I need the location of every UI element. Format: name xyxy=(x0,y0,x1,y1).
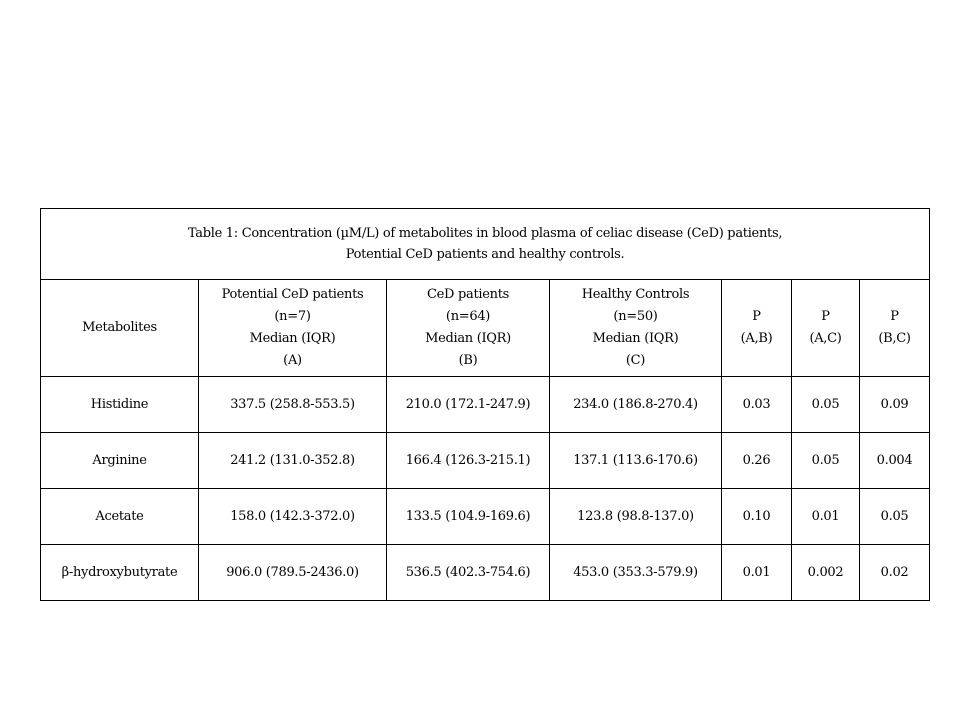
value-group-a: 906.0 (789.5-2436.0) xyxy=(199,545,387,601)
header-group-a-stat: Median (IQR) xyxy=(249,331,336,346)
value-group-b: 536.5 (402.3-754.6) xyxy=(387,545,550,601)
value-group-a: 158.0 (142.3-372.0) xyxy=(199,489,387,545)
value-p-bc: 0.02 xyxy=(860,545,930,601)
header-p-bc-p: P xyxy=(890,309,899,324)
table-row xyxy=(41,377,930,433)
header-group-c-title: Healthy Controls xyxy=(581,287,690,302)
value-p-ac: 0.01 xyxy=(792,489,860,545)
value-p-ac: 0.05 xyxy=(792,433,860,489)
value-group-c: 453.0 (353.3-579.9) xyxy=(550,545,722,601)
table-row xyxy=(41,489,930,545)
value-p-ab: 0.03 xyxy=(722,377,792,433)
header-group-a-n: (n=7) xyxy=(274,309,311,324)
header-group-a-title: Potential CeD patients xyxy=(221,287,364,302)
header-metabolites: Metabolites xyxy=(41,280,199,377)
table-caption xyxy=(41,209,930,280)
metabolites-table-container xyxy=(40,208,929,601)
header-p-bc xyxy=(860,280,930,377)
header-group-c-n: (n=50) xyxy=(613,309,658,324)
value-group-a: 337.5 (258.8-553.5) xyxy=(199,377,387,433)
metabolite-name: Histidine xyxy=(41,377,199,433)
metabolite-name: Arginine xyxy=(41,433,199,489)
value-p-bc: 0.05 xyxy=(860,489,930,545)
value-group-a: 241.2 (131.0-352.8) xyxy=(199,433,387,489)
value-group-c: 234.0 (186.8-270.4) xyxy=(550,377,722,433)
header-group-a xyxy=(199,280,387,377)
value-group-c: 123.8 (98.8-137.0) xyxy=(550,489,722,545)
value-p-bc: 0.004 xyxy=(860,433,930,489)
caption-line-1: Table 1: Concentration (µM/L) of metabolites in blood plasma of celiac disease (CeD) patients, xyxy=(187,226,783,241)
value-group-b: 210.0 (172.1-247.9) xyxy=(387,377,550,433)
value-group-b: 166.4 (126.3-215.1) xyxy=(387,433,550,489)
value-group-b: 133.5 (104.9-169.6) xyxy=(387,489,550,545)
value-p-bc: 0.09 xyxy=(860,377,930,433)
header-p-ab-p: P xyxy=(752,309,761,324)
header-p-ab xyxy=(722,280,792,377)
caption-line-2: Potential CeD patients and healthy controls. xyxy=(345,247,625,262)
header-group-c-stat: Median (IQR) xyxy=(592,331,679,346)
header-group-b-label: (B) xyxy=(458,353,478,368)
value-p-ab: 0.10 xyxy=(722,489,792,545)
header-group-b-n: (n=64) xyxy=(445,309,491,324)
value-p-ab: 0.26 xyxy=(722,433,792,489)
metabolites-table xyxy=(40,208,930,601)
header-row xyxy=(41,280,930,377)
header-group-b xyxy=(387,280,550,377)
value-group-c: 137.1 (113.6-170.6) xyxy=(550,433,722,489)
header-group-c-label: (C) xyxy=(625,353,646,368)
header-group-c xyxy=(550,280,722,377)
header-group-b-title: CeD patients xyxy=(426,287,509,302)
header-p-ac-label: (A,C) xyxy=(809,331,842,346)
header-group-b-stat: Median (IQR) xyxy=(425,331,511,346)
value-p-ac: 0.002 xyxy=(792,545,860,601)
metabolite-name: Acetate xyxy=(41,489,199,545)
header-p-ab-label: (A,B) xyxy=(740,331,773,346)
header-p-ac xyxy=(792,280,860,377)
header-p-bc-label: (B,C) xyxy=(878,331,911,346)
metabolite-name: β-hydroxybutyrate xyxy=(41,545,199,601)
table-row xyxy=(41,433,930,489)
header-group-a-label: (A) xyxy=(283,353,302,368)
table-row xyxy=(41,545,930,601)
caption-row xyxy=(41,209,930,280)
value-p-ac: 0.05 xyxy=(792,377,860,433)
header-p-ac-p: P xyxy=(821,309,830,324)
value-p-ab: 0.01 xyxy=(722,545,792,601)
